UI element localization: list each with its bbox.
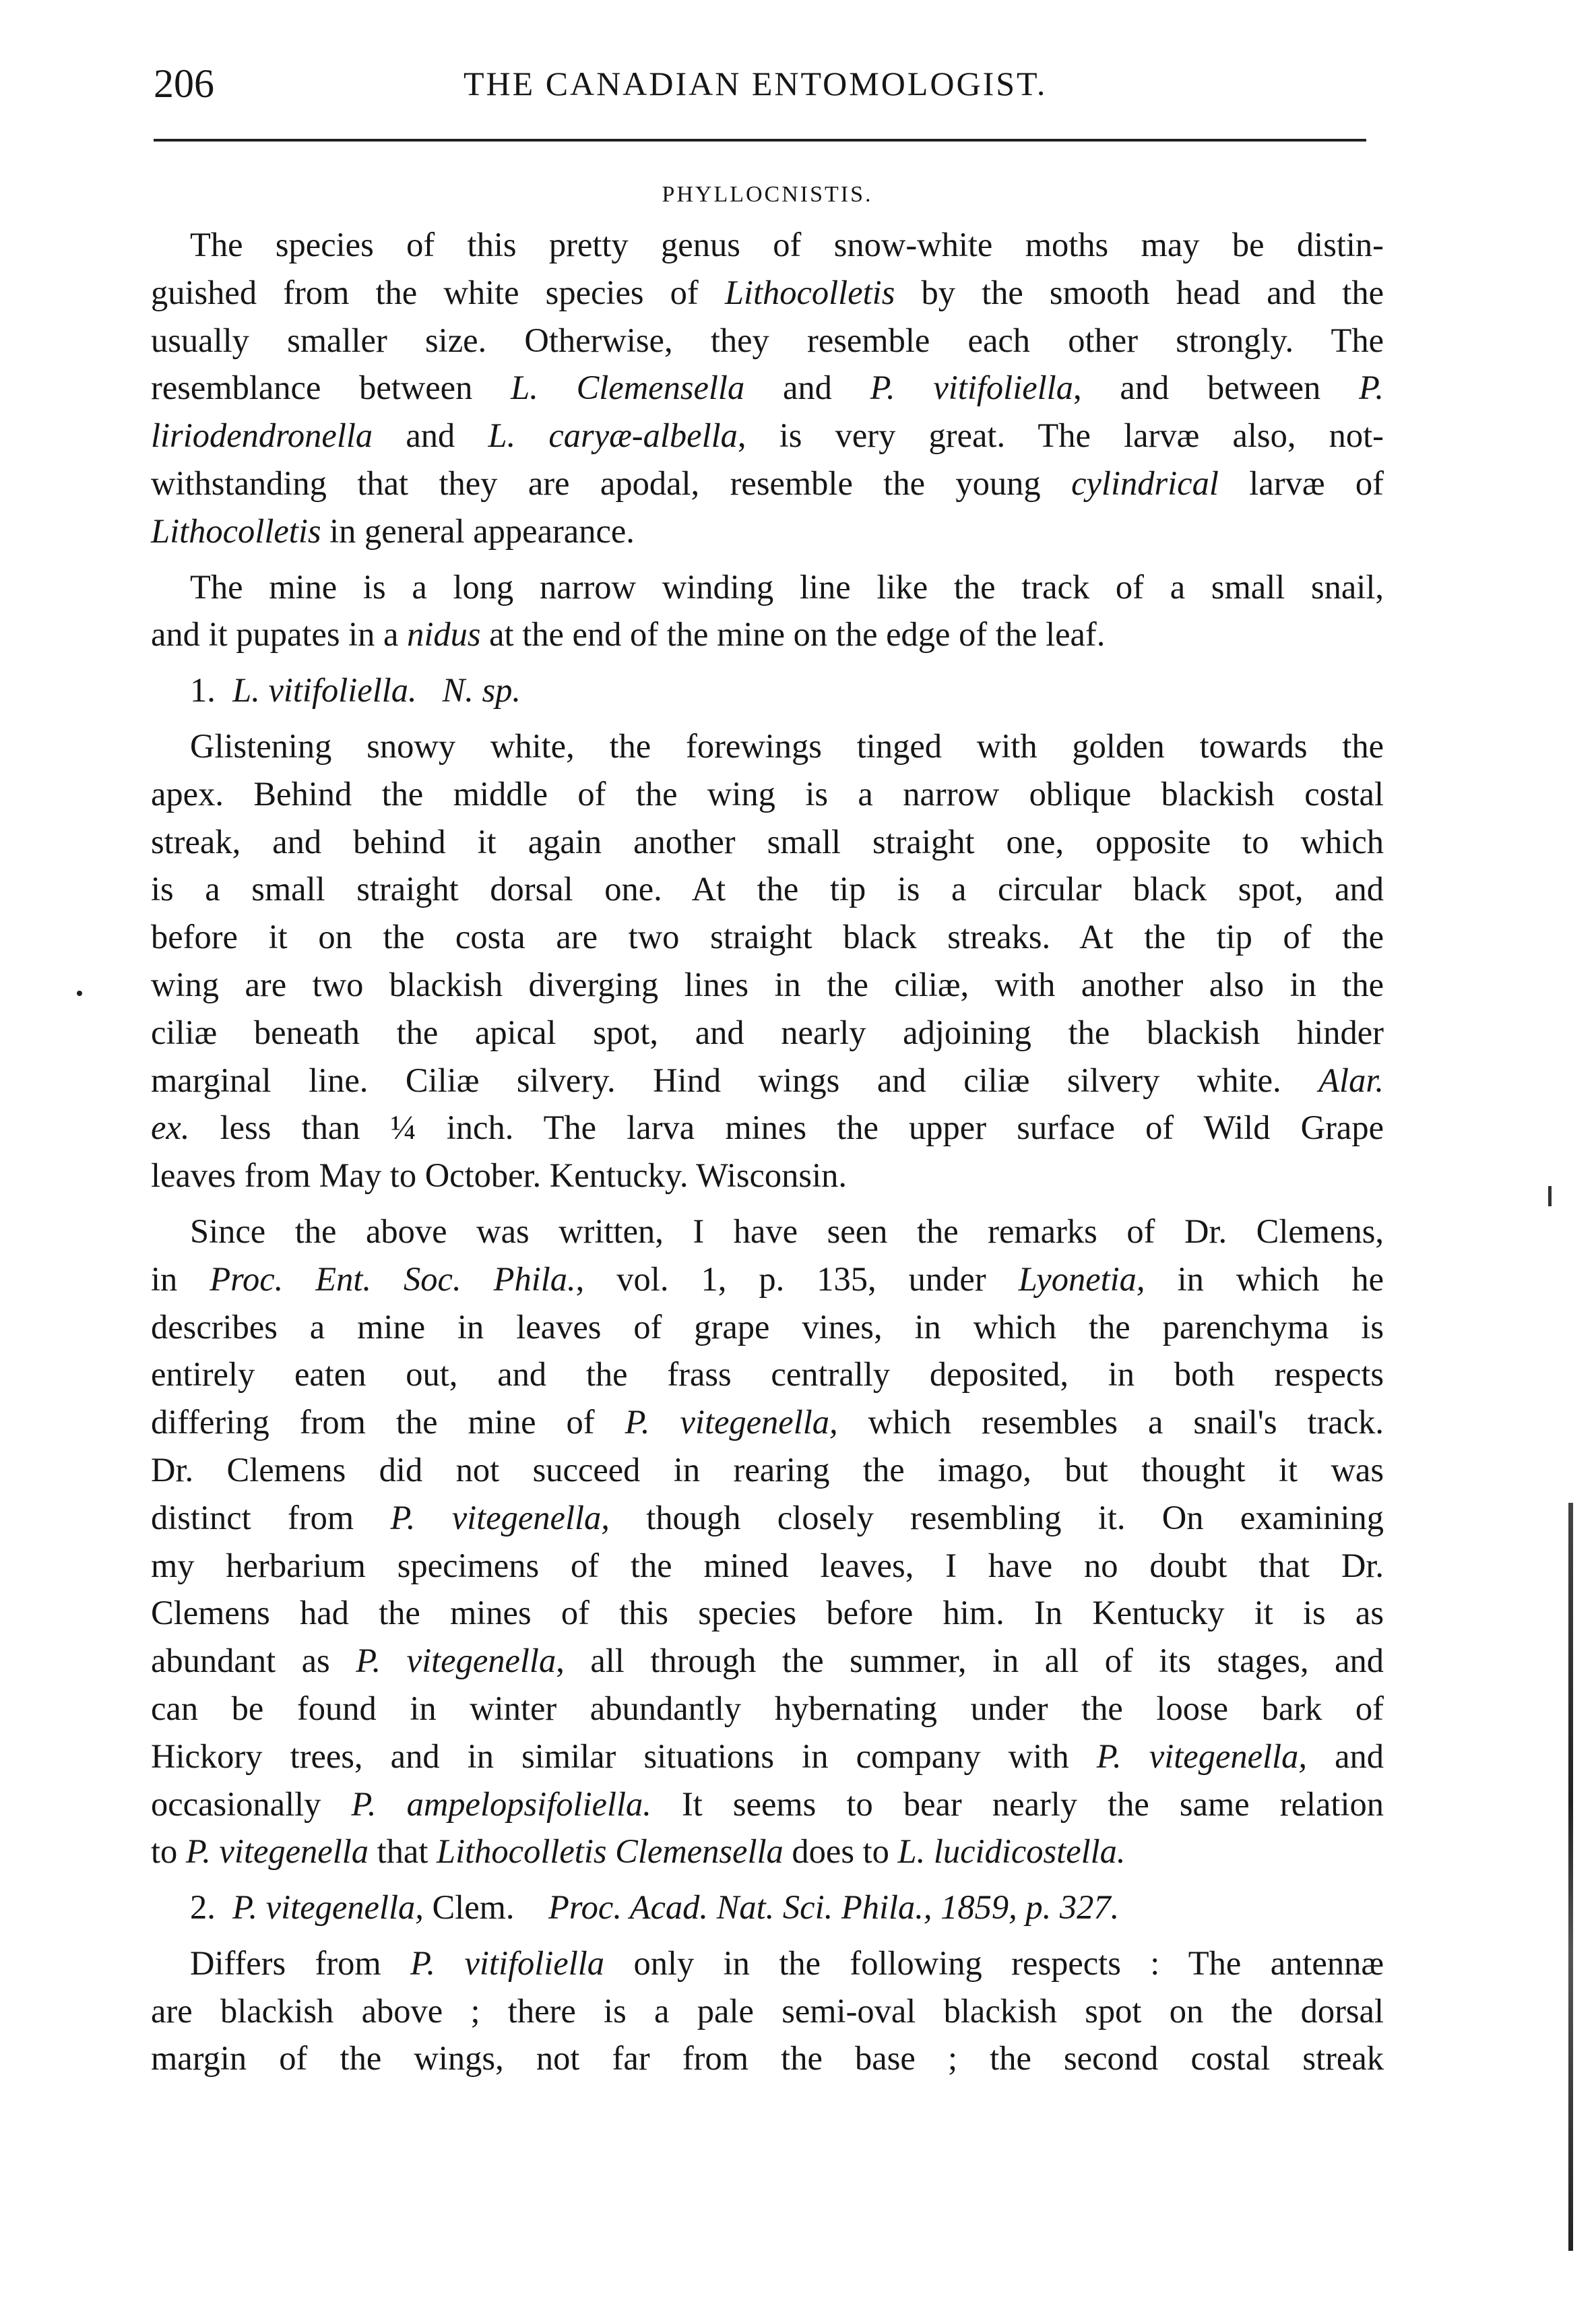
text-run: apex. Behind the middle of the wing is a narrow oblique blackish costal (151, 774, 1384, 813)
text-run: Dr. Clemens did not succeed in rearing the imago, but thought it was (151, 1450, 1384, 1489)
text-run: ciliæ beneath the apical spot, and nearly adjoining the blackish hinder (151, 1013, 1384, 1051)
text-run: Differs from (190, 1944, 411, 1982)
text-run: less than ¼ inch. The larva mines the upper surface of Wild Grape (189, 1109, 1384, 1147)
text-line (151, 269, 1384, 317)
text-line (151, 1637, 1384, 1685)
binding-edge (1568, 1503, 1573, 2251)
text-run: though closely resembling it. On examining (609, 1498, 1384, 1536)
species-name: P. vitegenella, (232, 1888, 424, 1927)
species-name: L. vitifoliella. (232, 671, 417, 710)
text-run: , vol. 1, p. 135, under (575, 1260, 1019, 1298)
text-run: that (369, 1832, 437, 1871)
species-number: 1. (190, 671, 216, 710)
citation: Proc. Ent. Soc. Phila. (210, 1260, 576, 1298)
text-run: in (151, 1260, 210, 1298)
text-line (151, 1589, 1384, 1637)
text-run: at the end of the mine on the edge of the leaf. (480, 615, 1106, 654)
running-title: THE CANADIAN ENTOMOLOGIST. (464, 65, 1048, 102)
text-run: , all through the summer, in all of its stages, and (556, 1642, 1384, 1680)
text-run: in general appearance. (321, 511, 635, 550)
text-line (151, 818, 1384, 866)
text-run: and (373, 416, 488, 455)
text-run: larvæ of (1218, 464, 1384, 502)
text-line (151, 460, 1384, 507)
taxon-name: L. caryæ-albella (488, 416, 738, 455)
text-line (151, 507, 1384, 555)
paragraph-differences (151, 1939, 1384, 2082)
text-run: does to (783, 1832, 898, 1871)
taxon-name: Lithocolletis (151, 511, 321, 550)
text-run: usually smaller size. Otherwise, they resemble each other strongly. The (151, 321, 1384, 359)
text-line (151, 1685, 1384, 1733)
text-line (151, 1542, 1384, 1590)
margin-mark (1548, 1186, 1552, 1206)
text-run: and it pupates in a (151, 615, 408, 654)
text-run: The species of this pretty genus of snow-white moths may be distin- (190, 226, 1384, 263)
paragraph-description (151, 722, 1384, 1200)
taxon-name: P. ampelopsifoliella. (351, 1784, 651, 1823)
text-run: is a small straight dorsal one. At the tip is a circular black spot, and (151, 870, 1384, 908)
text-line (151, 722, 1384, 770)
text-run: wing are two blackish diverging lines in the ciliæ, with another also in the (151, 965, 1384, 1003)
text-line (151, 1733, 1384, 1780)
text-run: abundant as (151, 1642, 356, 1680)
text-line (151, 563, 1384, 611)
taxon-name: Lyonetia, (1018, 1260, 1145, 1298)
text-line (151, 1494, 1384, 1542)
page-header (154, 57, 1366, 111)
taxon-name: P. vitegenella, (625, 1403, 838, 1441)
species-authority: Clem. (432, 1888, 515, 1927)
species-heading (151, 666, 1384, 714)
text-line (151, 1303, 1384, 1351)
text-line (151, 1208, 1384, 1255)
text-line (151, 1939, 1384, 1987)
header-rule (154, 139, 1366, 142)
paragraph-intro (151, 221, 1384, 555)
section-title: PHYLLOCNISTIS. (662, 182, 873, 207)
taxon-name: P. (1359, 369, 1384, 407)
text-line (151, 317, 1384, 365)
text-line (151, 1987, 1384, 2035)
text-run: can be found in winter abundantly hybernating under the loose bark of (151, 1689, 1384, 1727)
text-run: are blackish above ; there is a pale semi-oval blackish spot on the dorsal (151, 1991, 1384, 2030)
text-run: streak, and behind it again another small straight one, opposite to which (151, 822, 1384, 861)
paragraph-mine (151, 563, 1384, 659)
text-run: leaves from May to October. Kentucky. Wisconsin. (151, 1156, 847, 1195)
text-run: entirely eaten out, and the frass centrally deposited, in both respects (151, 1355, 1384, 1394)
text-run: Glistening snowy white, the forewings tinged with golden towards the (190, 726, 1384, 765)
text-line (151, 412, 1384, 460)
taxon-name: P. vitegenella (356, 1642, 556, 1680)
margin-mark (77, 991, 82, 996)
italic-term: Alar. (1318, 1061, 1384, 1099)
text-run: guished from the white species of (151, 273, 725, 311)
taxon-name: P. vitegenella, (390, 1498, 610, 1536)
text-line (151, 961, 1384, 1009)
text-run: It seems to bear nearly the same relation (651, 1784, 1384, 1823)
italic-term: nidus (407, 615, 481, 654)
text-run: differing from the mine of (151, 1403, 625, 1441)
taxon-name: L. Clemensella (511, 369, 745, 407)
text-run: Hickory trees, and in similar situations in company with (151, 1737, 1097, 1775)
text-line (151, 1446, 1384, 1494)
text-run: my herbarium specimens of the mined leaves, I have no doubt that Dr. (151, 1546, 1384, 1584)
paragraph-remarks (151, 1208, 1384, 1875)
page-number: 206 (154, 61, 214, 106)
taxon-name: liriodendronella (151, 416, 373, 455)
text-run: describes a mine in leaves of grape vines, in which the parenchyma is (151, 1307, 1384, 1346)
text-line (151, 865, 1384, 913)
italic-term: cylindrical (1071, 464, 1219, 502)
text-run: before it on the costa are two straight black streaks. At the tip of the (151, 918, 1384, 956)
text-run: and (1306, 1737, 1384, 1775)
text-run: , and between (1073, 369, 1360, 407)
text-line (151, 611, 1384, 658)
text-line (151, 1398, 1384, 1446)
citation: Proc. Acad. Nat. Sci. Phila., 1859, p. 327. (548, 1888, 1120, 1927)
article-body (151, 171, 1384, 2082)
text-run: which resembles a snail's track. (837, 1403, 1384, 1441)
text-run: to (151, 1832, 186, 1871)
text-line (151, 1057, 1384, 1105)
text-run: Since the above was written, I have seen the remarks of Dr. Clemens, (190, 1212, 1384, 1250)
taxon-name: P. vitifoliella (410, 1944, 605, 1982)
text-line (151, 770, 1384, 818)
taxon-name: P. vitifoliella (870, 369, 1073, 407)
text-line (151, 1828, 1384, 1875)
text-run: resemblance between (151, 369, 511, 407)
species-authority: N. sp. (442, 671, 521, 710)
text-line (151, 1152, 1384, 1200)
text-line (151, 1009, 1384, 1057)
italic-term: ex. (151, 1109, 190, 1147)
text-run: and (744, 369, 870, 407)
text-line (151, 2035, 1384, 2082)
text-line (151, 1255, 1384, 1303)
text-line (151, 1780, 1384, 1828)
text-run: withstanding that they are apodal, resemble the young (151, 464, 1072, 502)
text-run: marginal line. Ciliæ silvery. Hind wings and ciliæ silvery white. (151, 1061, 1319, 1099)
taxon-name: P. vitegenella (185, 1832, 369, 1871)
text-run: Clemens had the mines of this species before him. In Kentucky it is as (151, 1594, 1384, 1632)
species-number: 2. (190, 1888, 216, 1927)
text-run: by the smooth head and the (895, 273, 1384, 311)
taxon-name: Lithocolletis (724, 273, 895, 311)
text-line (151, 913, 1384, 961)
text-run: only in the following respects : The antennæ (604, 1944, 1384, 1982)
species-heading (151, 1884, 1384, 1931)
text-run: , is very great. The larvæ also, not- (737, 416, 1384, 455)
text-run: distinct from (151, 1498, 391, 1536)
text-line (151, 364, 1384, 412)
text-line (151, 1104, 1384, 1152)
taxon-name: P. vitegenella, (1096, 1737, 1307, 1775)
taxon-name: L. lucidicostella. (897, 1832, 1126, 1871)
text-run: occasionally (151, 1784, 352, 1823)
text-line (151, 221, 1384, 269)
text-line (151, 1350, 1384, 1398)
text-run: in which he (1145, 1260, 1384, 1298)
taxon-name: Lithocolletis Clemensella (437, 1832, 784, 1871)
text-run: margin of the wings, not far from the base ; the second costal streak (151, 2039, 1384, 2078)
text-run: The mine is a long narrow winding line like the track of a small snail, (190, 567, 1384, 606)
